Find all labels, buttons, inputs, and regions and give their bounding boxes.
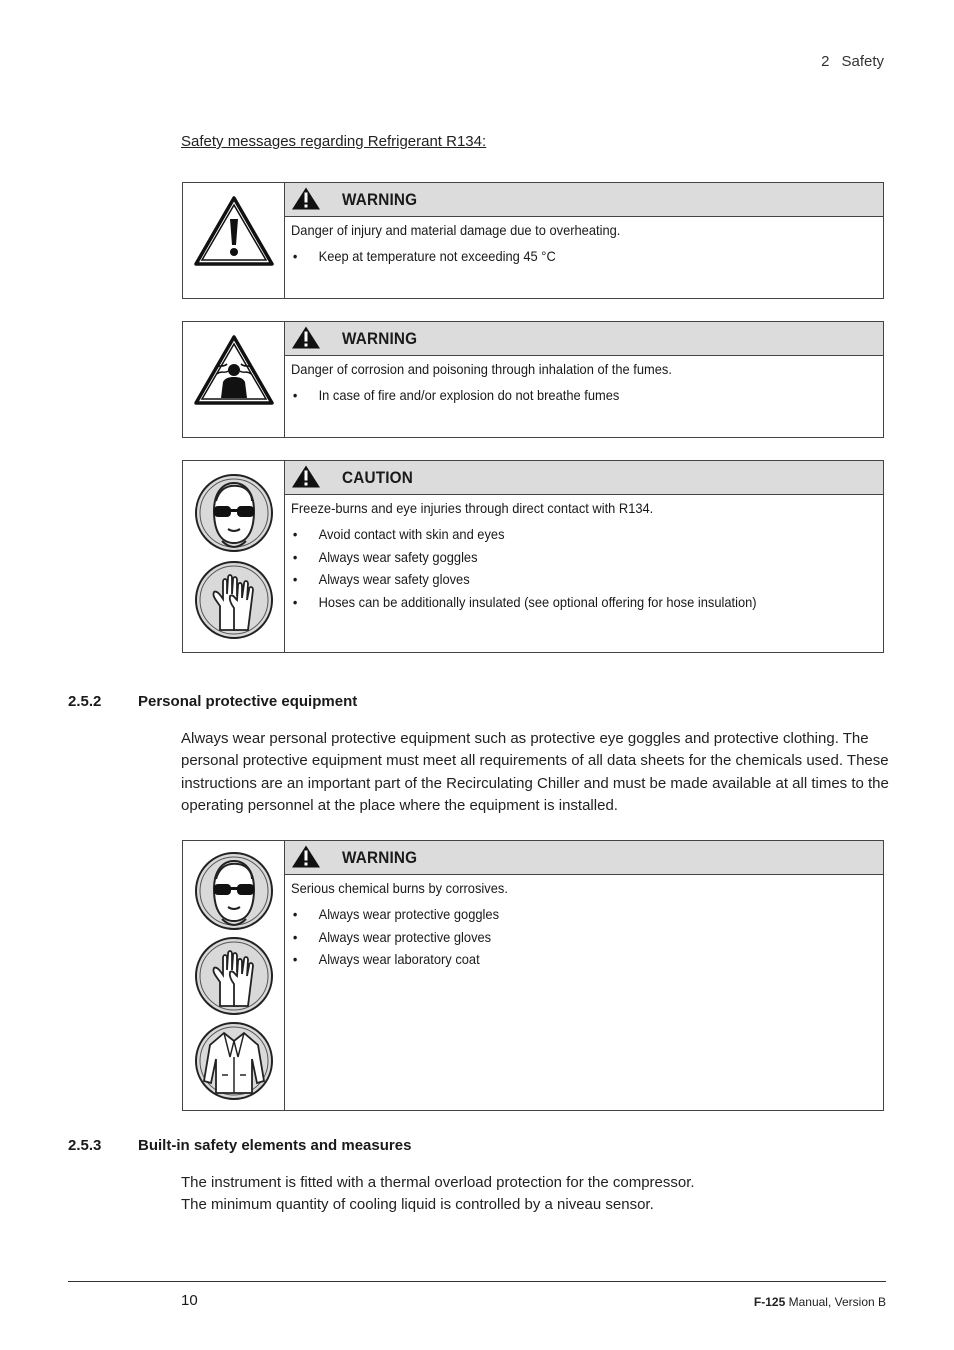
paragraph-line: The minimum quantity of cooling liquid is controlled by a niveau sensor. (181, 1196, 654, 1214)
list-item: • Always wear protective goggles (291, 903, 830, 926)
section-title: Built-in safety elements and measures (138, 1137, 412, 1154)
section-paragraph (181, 1172, 889, 1217)
signal-header (285, 322, 883, 356)
product-name: F-125 (753, 1295, 786, 1309)
warning-box-overheating (182, 182, 884, 299)
ppe-icon-column (183, 461, 285, 652)
measure-list (291, 384, 830, 407)
message-body (291, 877, 830, 971)
signal-header (285, 841, 883, 875)
signal-word: WARNING (342, 190, 418, 209)
exclamation-triangle-icon (291, 844, 321, 869)
list-item: • Keep at temperature not exceeding 45 °C (291, 245, 830, 268)
page-number: 10 (181, 1292, 198, 1309)
manual-version: Manual, Version B (788, 1295, 886, 1309)
hazard-description: Danger of injury and material damage due to overheating. (291, 222, 621, 238)
signal-word: WARNING (342, 329, 418, 348)
measure-list (291, 523, 830, 613)
section-heading-2-5-3 (68, 1137, 768, 1157)
list-item: • Avoid contact with skin and eyes (291, 523, 830, 546)
wear-gloves-icon (194, 560, 274, 640)
message-body (291, 358, 830, 407)
section-title: Personal protective equipment (138, 693, 358, 710)
ppe-icon-column (183, 841, 285, 1110)
message-body (291, 497, 830, 613)
warning-box-chemical-burns (182, 840, 884, 1111)
section-number: 2.5.3 (68, 1137, 102, 1154)
signal-word: WARNING (342, 848, 418, 867)
list-item: • In case of fire and/or explosion do not breathe fumes (291, 384, 830, 407)
page-header (821, 53, 884, 70)
section-paragraph: Always wear personal protective equipment such as protective eye goggles and protective clothing. The personal protective equipment must meet all requirements of all data sheets for the chemicals used. These instructions are an important part of the Recirculating Chiller and must be made available at all times to the operating personnel at the place where the equipment is installed. (181, 730, 889, 814)
paragraph-line: The instrument is fitted with a thermal overload protection for the compressor. (181, 1174, 695, 1191)
hazard-icon-column (183, 183, 285, 298)
list-item: • Always wear protective gloves (291, 926, 830, 949)
signal-word: CAUTION (342, 468, 413, 487)
wear-gloves-icon (194, 936, 274, 1016)
exclamation-triangle-icon (291, 186, 321, 211)
chapter-number: 2 (821, 53, 830, 70)
hazard-icon-column (183, 322, 285, 437)
list-item: • Always wear safety goggles (291, 546, 830, 569)
caution-box-freeze-burns (182, 460, 884, 653)
warning-box-fumes (182, 321, 884, 438)
wear-goggles-icon (194, 851, 274, 931)
message-body (291, 219, 830, 268)
toxic-fumes-warning-icon (193, 334, 275, 406)
general-warning-icon (193, 195, 275, 267)
signal-header (285, 183, 883, 217)
measure-list (291, 245, 830, 268)
footer-divider (68, 1281, 886, 1282)
section-heading-2-5-2 (68, 693, 768, 713)
section-number: 2.5.2 (68, 693, 102, 710)
signal-header (285, 461, 883, 495)
footer-product-info (754, 1295, 886, 1309)
wear-lab-coat-icon (194, 1021, 274, 1101)
chapter-title: Safety (841, 53, 884, 70)
intro-text: Safety messages regarding Refrigerant R134: (181, 133, 487, 150)
wear-goggles-icon (194, 473, 274, 553)
exclamation-triangle-icon (291, 325, 321, 350)
list-item: • Always wear laboratory coat (291, 948, 830, 971)
hazard-description: Freeze-burns and eye injuries through direct contact with R134. (291, 500, 654, 516)
measure-list (291, 903, 830, 971)
exclamation-triangle-icon (291, 464, 321, 489)
hazard-description: Serious chemical burns by corrosives. (291, 880, 508, 896)
list-item: • Always wear safety gloves (291, 568, 830, 591)
hazard-description: Danger of corrosion and poisoning through inhalation of the fumes. (291, 361, 672, 377)
list-item: • Hoses can be additionally insulated (see optional offering for hose insulation) (291, 591, 830, 614)
